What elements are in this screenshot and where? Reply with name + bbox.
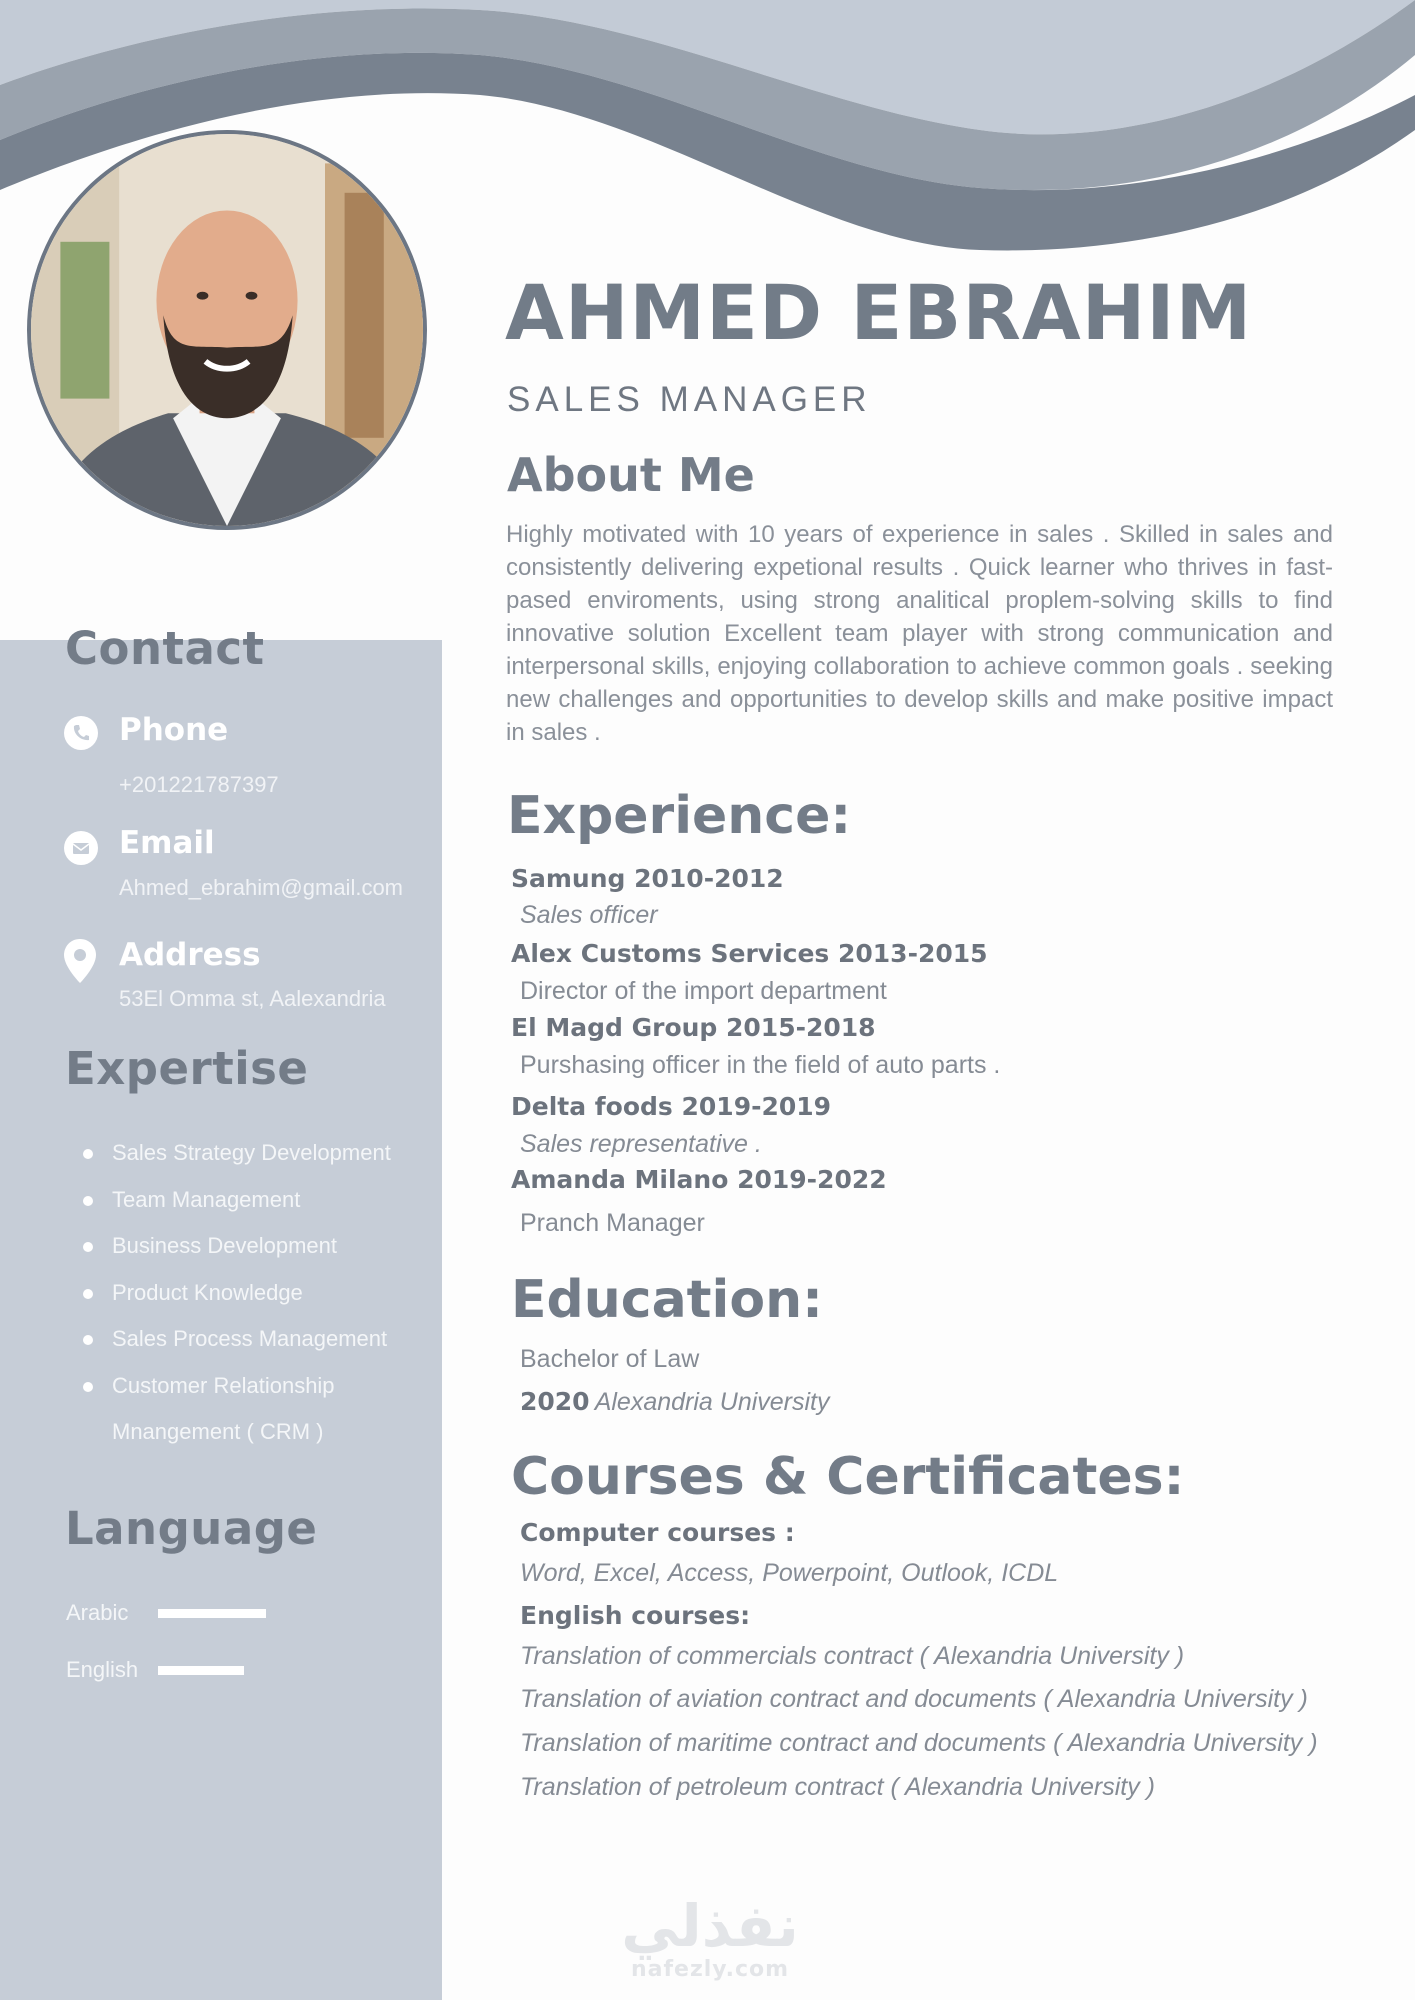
education-school: Alexandria University [594, 1388, 830, 1416]
job-role: Pranch Manager [520, 1209, 705, 1237]
phone-value: +201221787397 [119, 772, 279, 797]
language-heading: Language [65, 1502, 318, 1555]
job-company: Samung 2010-2012 [511, 864, 784, 893]
education-heading: Education: [511, 1270, 823, 1330]
job-company: El Magd Group 2015-2018 [511, 1013, 876, 1042]
language-name-english: English [66, 1657, 139, 1682]
experience-heading: Experience: [507, 786, 852, 846]
english-courses-heading: English courses: [520, 1601, 751, 1630]
language-name-arabic: Arabic [66, 1600, 129, 1625]
email-value[interactable]: Ahmed_ebrahim@gmail.com [119, 875, 404, 900]
expertise-item-continued: Mnangement ( CRM ) [112, 1419, 324, 1444]
education-degree: Bachelor of Law [520, 1345, 700, 1373]
expertise-item: Customer Relationship [75, 1363, 435, 1410]
job-role: Director of the import department [520, 977, 887, 1005]
expertise-item: Product Knowledge [75, 1270, 435, 1317]
about-heading: About Me [507, 448, 755, 502]
language-level-bar-english [158, 1666, 244, 1675]
phone-label: Phone [119, 712, 229, 748]
expertise-list [75, 1130, 435, 1456]
expertise-item: Business Development [75, 1223, 435, 1270]
computer-courses-list: Word, Excel, Access, Powerpoint, Outlook, ICDL [520, 1559, 1059, 1587]
computer-courses-heading: Computer courses : [520, 1518, 795, 1547]
courses-heading: Courses & Certificates: [511, 1447, 1185, 1507]
job-company: Alex Customs Services 2013-2015 [511, 939, 988, 968]
education-row [520, 1387, 830, 1417]
expertise-item: Sales Process Management [75, 1316, 435, 1363]
language-level-bar-arabic [158, 1609, 266, 1618]
watermark-arabic: نفذلي [621, 1892, 799, 1960]
email-label: Email [119, 825, 215, 861]
english-course-item: Translation of aviation contract and documents ( Alexandria University ) [520, 1685, 1308, 1713]
watermark-logo [600, 1892, 820, 2000]
job-company: Amanda Milano 2019-2022 [511, 1165, 887, 1194]
expertise-item: Team Management [75, 1177, 435, 1224]
profile-photo [27, 130, 427, 530]
about-text: Highly motivated with 10 years of experience in sales . Skilled in sales and consistently delivering expetional results . Quick learner who thrives in fast-pased enviroments, using strong analitical proplem-solving skills to find innovative solution Excellent team player with strong communication and interpersonal skills, enjoying collaboration to achieve common goals . seeking new challenges and opportunities to develop skills and make positive impact in sales . [506, 521, 1333, 746]
job-role: Purshasing officer in the field of auto parts . [520, 1051, 1001, 1079]
job-company: Delta foods 2019-2019 [511, 1092, 832, 1121]
watermark-latin: nafezly.com [630, 1957, 790, 1982]
expertise-item: Sales Strategy Development [75, 1130, 435, 1177]
expertise-heading: Expertise [65, 1042, 309, 1095]
address-label: Address [119, 937, 261, 973]
person-portrait-icon [31, 134, 423, 526]
phone-icon [64, 716, 98, 750]
person-name: AHMED EBRAHIM [505, 268, 1253, 357]
job-role: Sales officer [520, 901, 658, 929]
map-pin-icon [62, 937, 98, 985]
education-year: 2020 [520, 1387, 590, 1416]
job-role: Sales representative . [520, 1130, 762, 1158]
address-value: 53El Omma st, Aalexandria [119, 986, 386, 1011]
envelope-icon [64, 831, 98, 865]
person-title: SALES MANAGER [507, 380, 872, 419]
english-course-item: Translation of commercials contract ( Alexandria University ) [520, 1642, 1185, 1670]
contact-heading: Contact [65, 622, 265, 675]
english-course-item: Translation of maritime contract and documents ( Alexandria University ) [520, 1729, 1318, 1757]
english-course-item: Translation of petroleum contract ( Alexandria University ) [520, 1773, 1155, 1801]
